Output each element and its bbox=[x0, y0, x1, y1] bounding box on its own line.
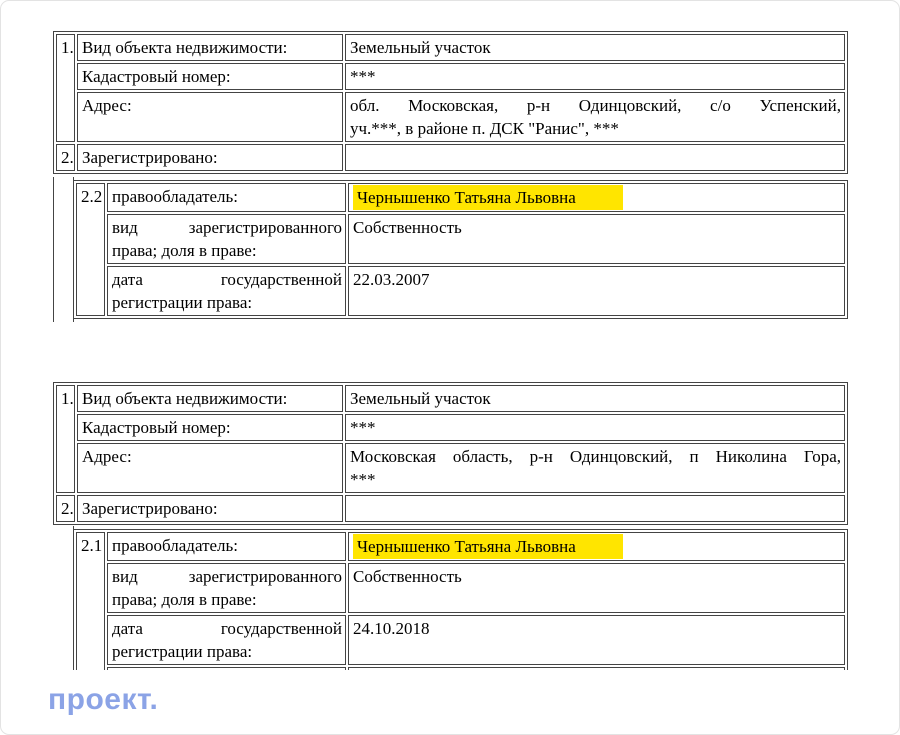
table-border-line bbox=[53, 177, 54, 322]
cell-label: Адрес: bbox=[77, 443, 343, 493]
table-row bbox=[56, 92, 845, 142]
cell-value: 24.10.2018 bbox=[348, 615, 845, 665]
cell-label: Адрес: bbox=[77, 92, 343, 142]
table-row bbox=[56, 144, 845, 171]
row-number: 2. bbox=[56, 144, 75, 171]
row-number: 1. bbox=[56, 34, 75, 142]
table-row bbox=[76, 214, 845, 264]
cell-value: Московская область, р-н Одинцовский, п Николина Гора, *** bbox=[345, 443, 845, 493]
cell-label: Вид объекта недвижимости: bbox=[77, 34, 343, 61]
cell-label: правообладатель: bbox=[107, 532, 346, 561]
cell-value: обл. Московская, р-н Одинцовский, с/о Успенский, уч.***, в районе п. ДСК "Ранис", *** bbox=[345, 92, 845, 142]
table-row bbox=[76, 266, 845, 316]
cell-value bbox=[345, 144, 845, 171]
cell-value bbox=[345, 495, 845, 522]
cell-label: Зарегистрировано: bbox=[77, 495, 343, 522]
table-row bbox=[56, 63, 845, 90]
table-row bbox=[56, 414, 845, 441]
cell-value: 22.03.2007 bbox=[348, 266, 845, 316]
table-row bbox=[76, 563, 845, 613]
cell-label bbox=[107, 667, 346, 670]
cell-value: Земельный участок bbox=[345, 385, 845, 412]
property-table-2 bbox=[53, 382, 848, 525]
cell-value: Собственность bbox=[348, 563, 845, 613]
owner-name-highlight: Чернышенко Татьяна Львовна bbox=[353, 534, 623, 559]
cell-value bbox=[348, 667, 845, 670]
entry-number: 2.1 bbox=[76, 532, 105, 670]
cell-value: *** bbox=[345, 63, 845, 90]
cell-value: Земельный участок bbox=[345, 34, 845, 61]
cell-label: вид зарегистрированного права; доля в праве: bbox=[107, 214, 346, 264]
registration-subtable-1 bbox=[73, 180, 848, 319]
property-table-1 bbox=[53, 31, 848, 174]
cell-value: Собственность bbox=[348, 214, 845, 264]
table-row bbox=[76, 615, 845, 665]
proekt-logo: проект. bbox=[48, 683, 159, 716]
cell-label: дата государственной регистрации права: bbox=[107, 266, 346, 316]
property-record-1 bbox=[53, 31, 900, 322]
owner-name-highlight: Чернышенко Татьяна Львовна bbox=[353, 185, 623, 210]
cell-value bbox=[348, 183, 845, 212]
cell-label: Зарегистрировано: bbox=[77, 144, 343, 171]
registration-subtable-2 bbox=[73, 529, 848, 670]
table-row bbox=[56, 443, 845, 493]
property-record-2 bbox=[53, 382, 900, 670]
table-row bbox=[56, 34, 845, 61]
table-row bbox=[76, 532, 845, 561]
cell-label: вид зарегистрированного права; доля в праве: bbox=[107, 563, 346, 613]
cell-label: дата государственной регистрации права: bbox=[107, 615, 346, 665]
table-border-line bbox=[73, 526, 74, 670]
cell-label: Кадастровый номер: bbox=[77, 414, 343, 441]
table-row bbox=[76, 183, 845, 212]
table-row-clipped bbox=[76, 667, 845, 670]
cell-value: *** bbox=[345, 414, 845, 441]
entry-number: 2.2 bbox=[76, 183, 105, 316]
cell-label: Кадастровый номер: bbox=[77, 63, 343, 90]
cell-label: правообладатель: bbox=[107, 183, 346, 212]
registration-entry-1 bbox=[73, 174, 848, 322]
registration-entry-2 bbox=[73, 525, 848, 670]
cell-label: Вид объекта недвижимости: bbox=[77, 385, 343, 412]
table-row bbox=[56, 495, 845, 522]
row-number: 2. bbox=[56, 495, 75, 522]
table-border-line bbox=[73, 177, 74, 322]
table-row bbox=[56, 385, 845, 412]
cell-value bbox=[348, 532, 845, 561]
row-number: 1. bbox=[56, 385, 75, 493]
